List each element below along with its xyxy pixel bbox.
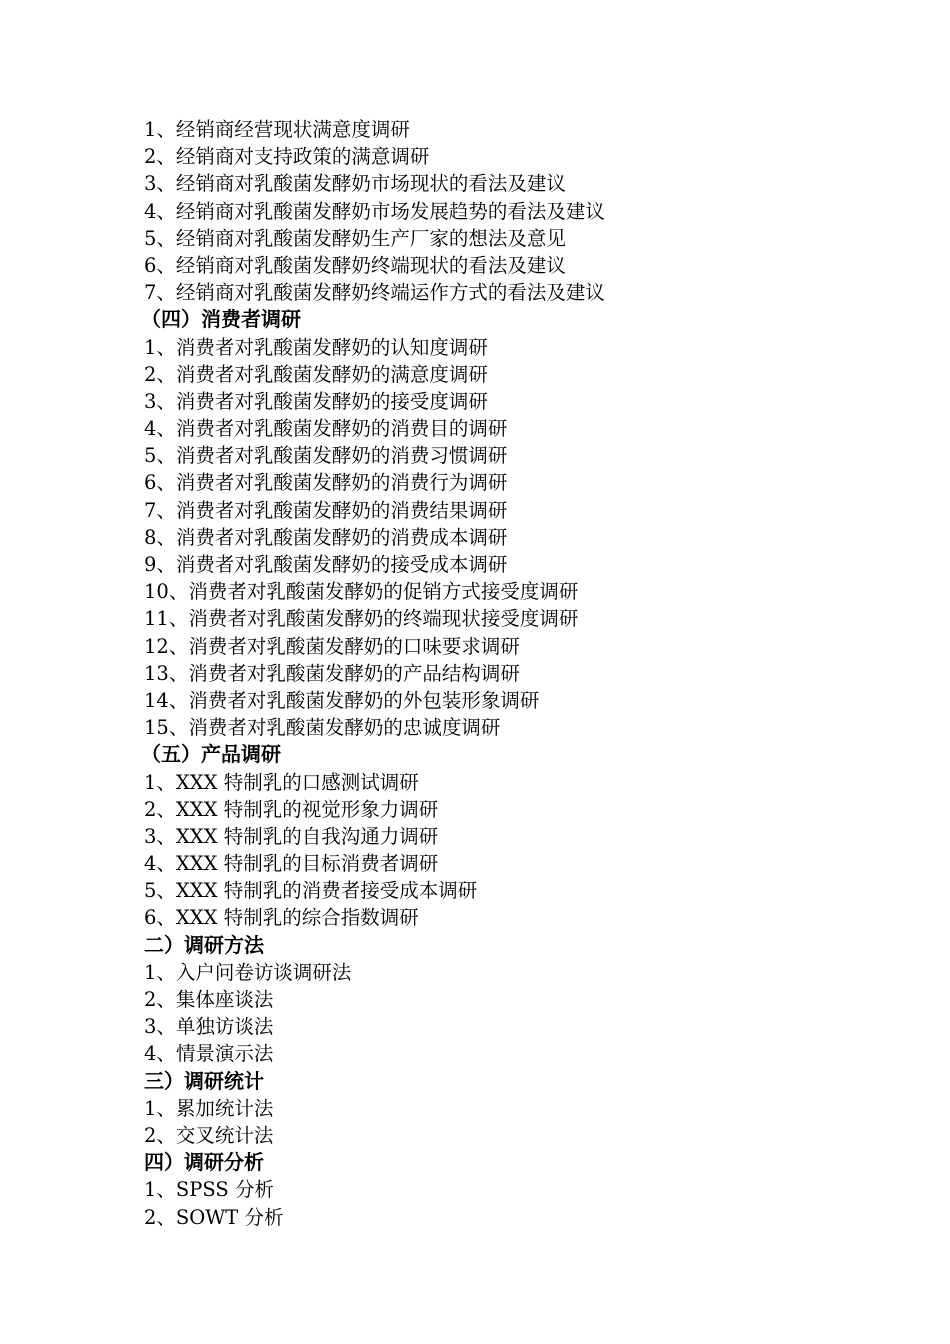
list-item: 9、消费者对乳酸菌发酵奶的接受成本调研 [144,553,508,576]
list-item: 11、消费者对乳酸菌发酵奶的终端现状接受度调研 [144,607,579,631]
section-heading: 二）调研方法 [144,932,264,957]
survey-statistics-section [144,1068,844,1150]
section-heading: （四）消费者调研 [141,307,301,332]
survey-analysis-section [144,1149,844,1231]
section-heading: （五）产品调研 [141,742,281,767]
list-item: 4、消费者对乳酸菌发酵奶的消费目的调研 [144,417,508,441]
list-item: 13、消费者对乳酸菌发酵奶的产品结构调研 [144,661,520,685]
list-item: 6、消费者对乳酸菌发酵奶的消费行为调研 [144,471,508,495]
list-item: 5、经销商对乳酸菌发酵奶生产厂家的想法及意见 [144,226,566,250]
list-item: 7、经销商对乳酸菌发酵奶终端运作方式的看法及建议 [144,281,605,305]
list-item: 1、XXX 特制乳的口感测试调研 [144,770,419,794]
document-page [141,116,844,1231]
list-item: 6、XXX 特制乳的综合指数调研 [144,906,419,930]
list-item: 1、累加统计法 [144,1096,274,1120]
list-item: 6、经销商对乳酸菌发酵奶终端现状的看法及建议 [144,253,566,277]
list-item: 4、情景演示法 [144,1042,274,1066]
list-item: 2、SOWT 分析 [144,1205,284,1229]
list-item: 3、XXX 特制乳的自我沟通力调研 [144,824,439,848]
list-item: 1、消费者对乳酸菌发酵奶的认知度调研 [144,335,488,359]
list-item: 5、消费者对乳酸菌发酵奶的消费习惯调研 [144,444,508,468]
list-item: 10、消费者对乳酸菌发酵奶的促销方式接受度调研 [144,580,579,604]
list-item: 14、消费者对乳酸菌发酵奶的外包装形象调研 [144,688,540,712]
list-item: 8、消费者对乳酸菌发酵奶的消费成本调研 [144,525,508,549]
list-item: 2、XXX 特制乳的视觉形象力调研 [144,797,439,821]
distributor-survey-list [144,116,844,306]
list-item: 5、XXX 特制乳的消费者接受成本调研 [144,879,478,903]
section-heading: 三）调研统计 [144,1068,264,1093]
product-survey-section [141,741,844,931]
list-item: 1、SPSS 分析 [144,1178,274,1202]
list-item: 2、交叉统计法 [144,1123,274,1147]
section-heading: 四）调研分析 [144,1150,264,1175]
survey-methods-section [144,932,844,1068]
list-item: 4、XXX 特制乳的目标消费者调研 [144,852,439,876]
list-item: 2、经销商对支持政策的满意调研 [144,145,430,169]
list-item: 2、消费者对乳酸菌发酵奶的满意度调研 [144,362,488,386]
list-item: 7、消费者对乳酸菌发酵奶的消费结果调研 [144,498,508,522]
consumer-survey-section [141,306,844,741]
list-item: 1、入户问卷访谈调研法 [144,960,352,984]
list-item: 3、经销商对乳酸菌发酵奶市场现状的看法及建议 [144,172,566,196]
list-item: 3、单独访谈法 [144,1015,274,1039]
list-item: 1、经销商经营现状满意度调研 [144,118,410,141]
list-item: 15、消费者对乳酸菌发酵奶的忠诚度调研 [144,716,501,740]
list-item: 3、消费者对乳酸菌发酵奶的接受度调研 [144,389,488,413]
list-item: 4、经销商对乳酸菌发酵奶市场发展趋势的看法及建议 [144,199,605,223]
list-item: 2、集体座谈法 [144,988,274,1011]
list-item: 12、消费者对乳酸菌发酵奶的口味要求调研 [144,634,520,658]
